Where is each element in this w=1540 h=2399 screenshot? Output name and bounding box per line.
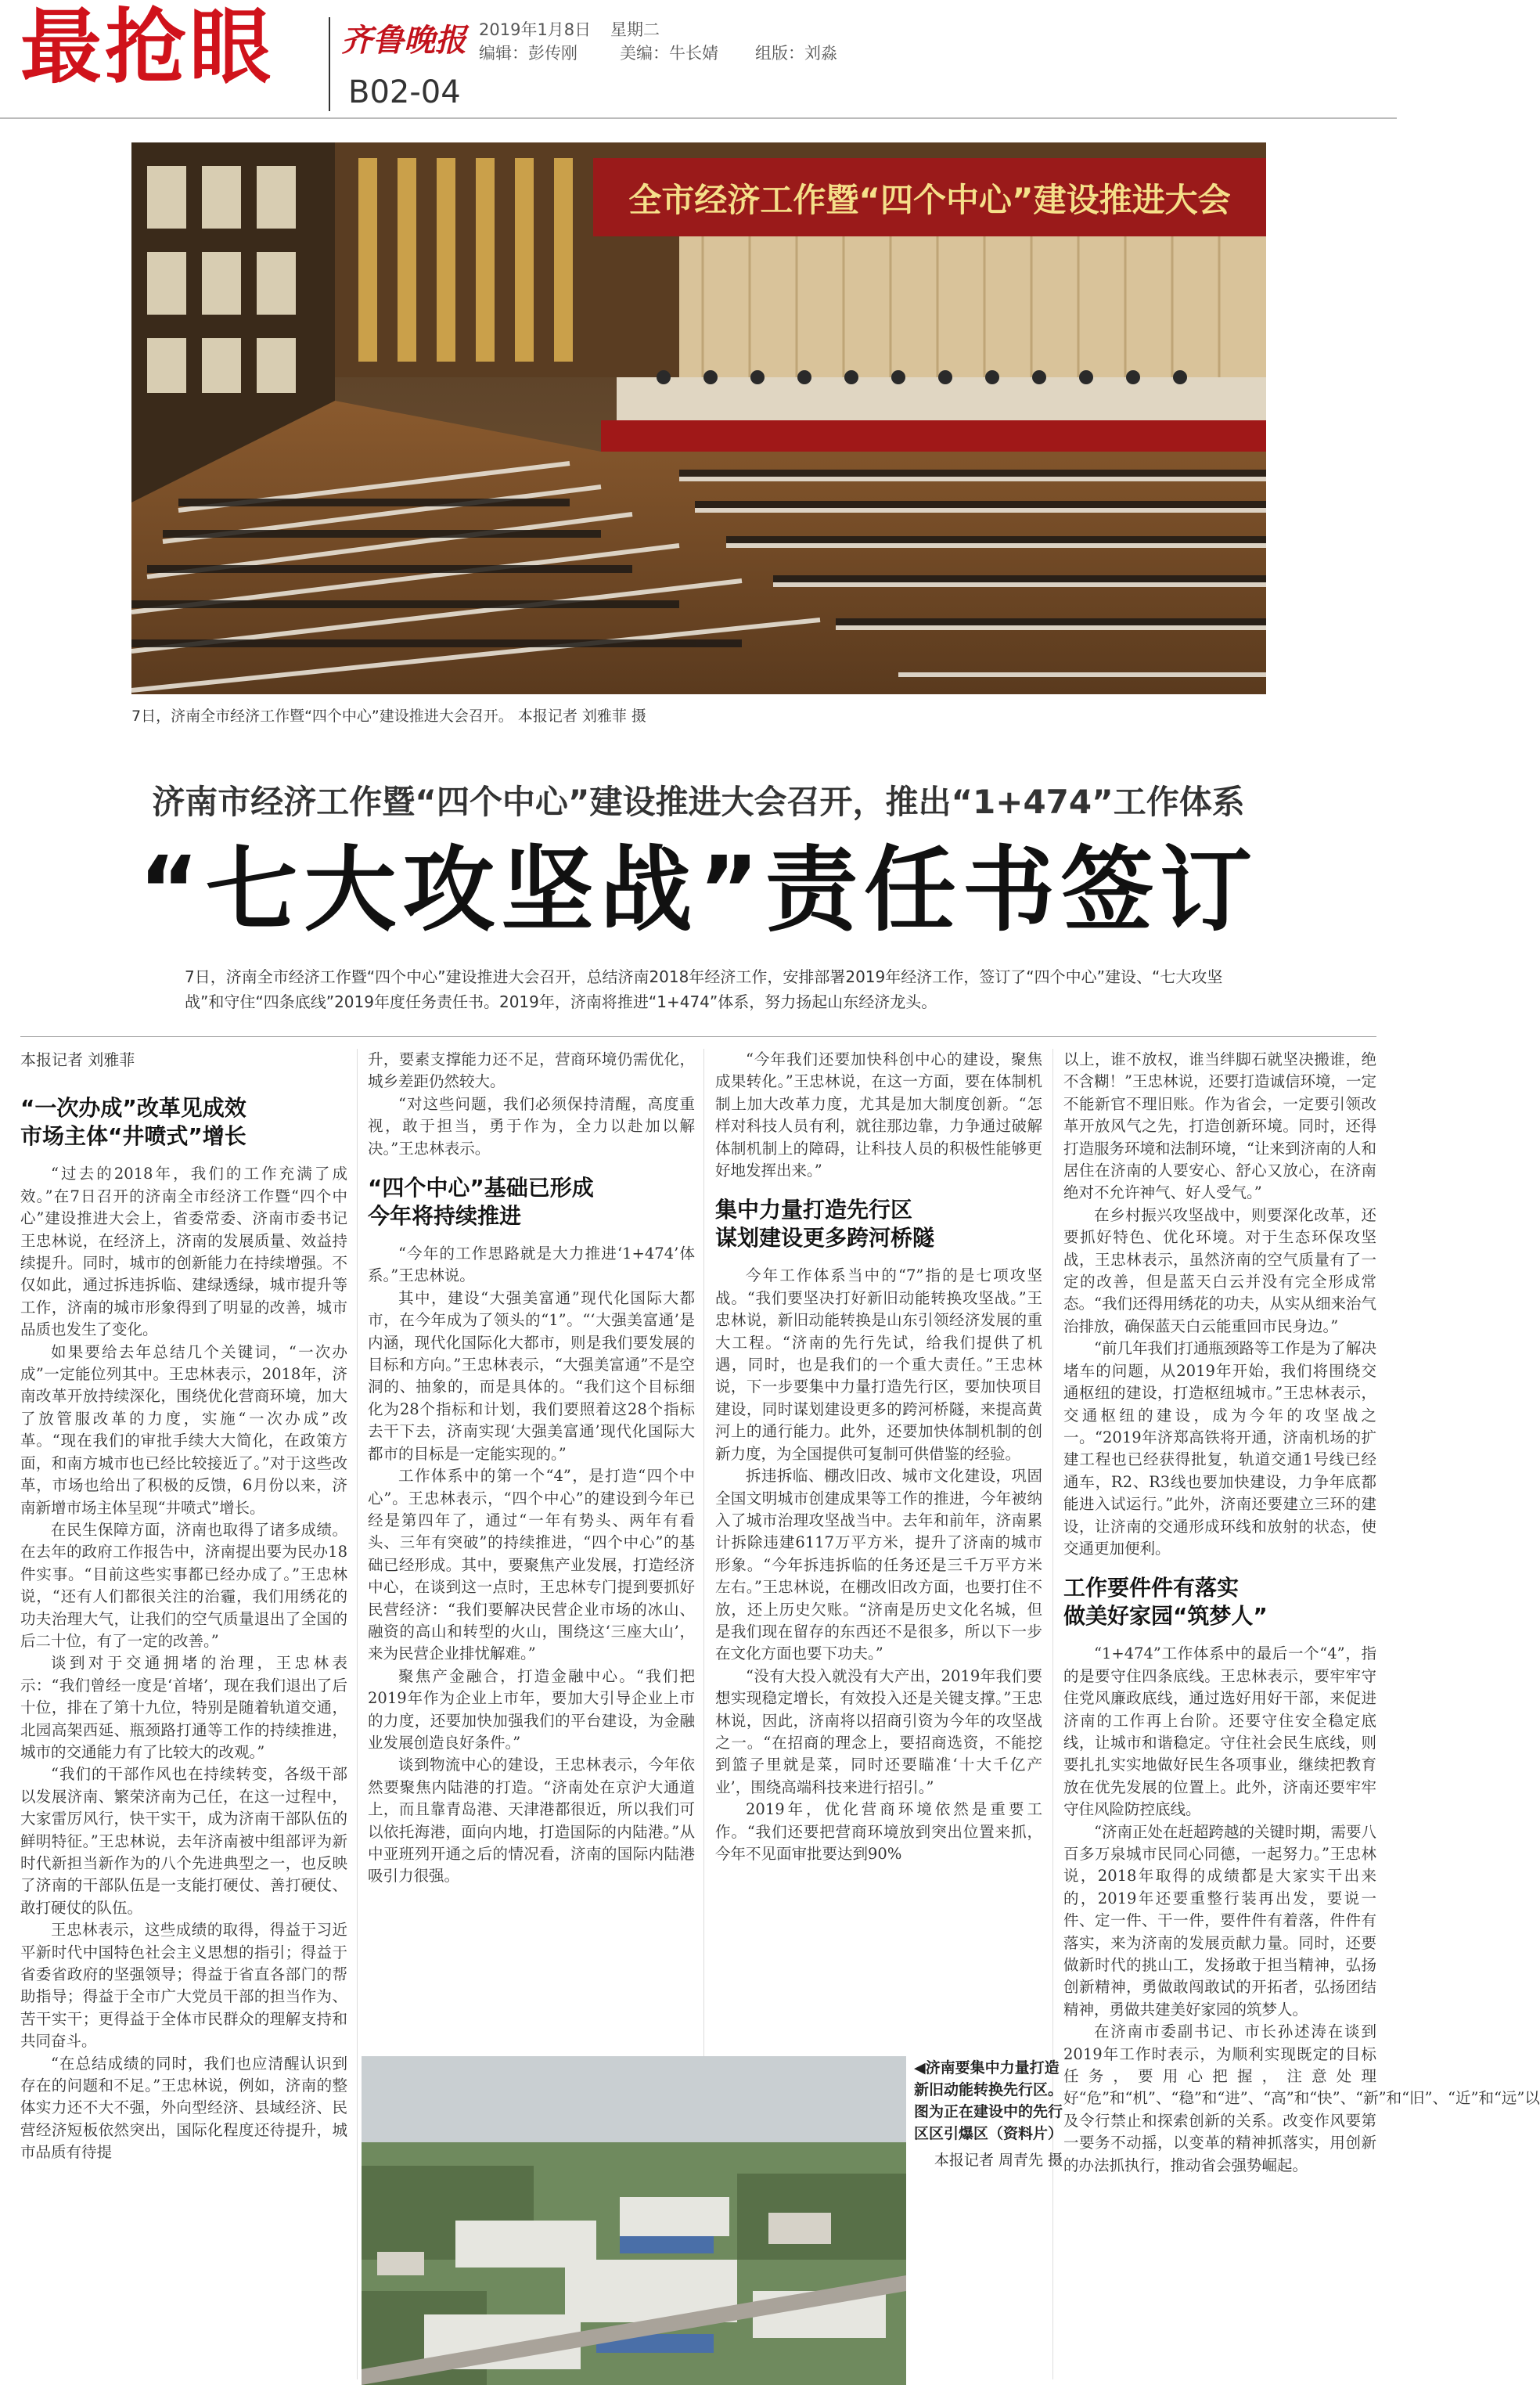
paragraph: “没有大投入就没有大产出，2019年我们要想实现稳定增长，有效投入还是关键支撑。”王忠林说，因此，济南将以招商引资为今年的攻坚战之一。“在招商的理念上，要招商选资，不能挖到篮子里就是菜，同时还要瞄准‘十大千亿产业’，围绕高端科技来进行招引。”: [715, 1666, 1042, 1796]
article-column-4: [1063, 1049, 1540, 2387]
paragraph: 聚焦产金融合，打造金融中心。“我们把2019年作为企业上市年，要加大引导企业上市的力度，还要加快加强我们的平台建设，为金融业发展创造良好条件。”: [368, 1666, 695, 1752]
conference-hall-illustration: [131, 142, 1266, 694]
issue-weekday: 星期二: [610, 20, 660, 39]
paragraph: 在乡村振兴攻坚战中，则要深化改革，还要抓好特色、优化环境。对于生态环保攻坚战，王忠林表示，虽然济南的空气质量有了一定的改善，但是蓝天白云并没有完全形成常态。“我们还得用绣花的功夫，从实从细来治气治排放，确保蓝天白云能重回市民身边。”: [1063, 1205, 1376, 1335]
article-subheadline: 济南市经济工作暨“四个中心”建设推进大会召开，推出“1+474”工作体系: [152, 783, 1245, 821]
paragraph: “我们的干部作风也在持续转变，各级干部以发展济南、繁荣济南为己任，在这一过程中，大家雷厉风行，快干实干，成为济南干部队伍的鲜明特征。”王忠林说，去年济南被中组部评为新时代新担当新作为的八个先进典型之一，也反映了济南的干部队伍是一支能打硬仗、善打硬仗、敢打硬仗的队伍。: [20, 1765, 347, 1917]
section-brand: 最抢眼: [20, 0, 275, 95]
paragraph: 谈到物流中心的建设，王忠林表示，今年依然要聚焦内陆港的打造。“济南处在京沪大通道上，而且靠青岛港、天津港都很近，所以我们可以依托海港，面向内地，打造国际的内陆港。”从中亚班列开通之后的情况看，济南的国际内陆港吸引力很强。: [368, 1756, 695, 1886]
paragraph: 2019年，优化营商环境依然是重要工作。“我们还要把营商环境放到突出位置来抓，今年不见面审批要达到90%: [715, 1800, 1042, 1863]
paragraph: “在总结成绩的同时，我们也应清醒认识到存在的问题和不足。”王忠林说，例如，济南的整体实力还不大不强，外向型经济、县域经济、民营经济短板依然突出，国际化程度还待提升，城市品质有待提: [20, 2054, 347, 2162]
section-heading: 集中力量打造先行区 谋划建设更多跨河桥隧: [715, 1197, 935, 1252]
masthead-rule: [0, 117, 1397, 119]
designer-credit: 美编：牛长婧: [620, 44, 718, 63]
paragraph: 其中，建设“大强美富通”现代化国际大都市，在今年成为了领头的“1”。“‘大强美富通’是内涵，现代化国际化大都市，则是我们要发展的目标和方向。”王忠林表示，“大强美富通”不是空洞的、抽象的，而是具体的。“我们这个目标细化为28个指标和计划，我们要照着这28个指标去干下去，济南实现‘大强美富通’现代化国际大都市的目标是一定能实现的。”: [368, 1288, 695, 1463]
section-heading: 工作要件件有落实 做美好家园“筑梦人”: [1063, 1575, 1268, 1630]
page-code: B02-04: [348, 74, 461, 110]
photo-caption: [914, 2057, 1063, 2171]
paragraph: 在济南市委副书记、市长孙述涛在谈到2019年工作时表示，为顺利实现既定的目标任务，要用心把握，注意处理好“危”和“机”、“稳”和“进”、“高”和“快”、“新”和“旧”、“近”和“远”以及令行禁止和探索创新的关系。改变作风要第一要务不动摇，以变革的精神抓落实，用创新的办法抓执行，推动省会强势崛起。: [1063, 2023, 1540, 2174]
paragraph: “今年我们还要加快科创中心的建设，聚焦成果转化。”王忠林说，在这一方面，要在体制机制上加大改革力度，尤其是加大制度创新。“怎样对科技人员有利，就往那边靠，力争通过破解体制机制上的障碍，让科技人员的积极性能够更好地发挥出来。”: [715, 1050, 1042, 1180]
paragraph: “今年的工作思路就是大力推进‘1+474’体系。”王忠林说。: [368, 1245, 695, 1285]
section-heading: “一次办成”改革见成效 市场主体“井喷式”增长: [20, 1095, 246, 1150]
banner-text: 全市经济工作暨“四个中心”建设推进大会: [628, 181, 1231, 219]
masthead-divider: [329, 17, 330, 111]
article-column-1: [20, 1049, 347, 2387]
article-lead: 7日，济南全市经济工作暨“四个中心”建设推进大会召开，总结济南2018年经济工作，安排部署2019年经济工作，签订了“四个中心”建设、“七大攻坚战”和守住“四条底线”2019年度任务责任书。2019年，济南将推进“1+474”体系，努力扬起山东经济龙头。: [185, 967, 1223, 1011]
section-heading: “四个中心”基础已形成 今年将持续推进: [368, 1175, 594, 1230]
column-divider: [357, 1049, 358, 2379]
article-headline: “七大攻坚战”责任书签订: [138, 836, 1259, 944]
paragraph: 工作体系中的第一个“4”，是打造“四个中心”。王忠林表示，“四个中心”的建设到今年已经是第四年了，通过“一年有势头、两年有看头、三年有突破”的持续推进，“四个中心”的基础已经形成。其中，要聚焦产业发展，打造经济中心，在谈到这一点时，王忠林专门提到要抓好民营经济：“我们要解决民营企业市场的冰山、融资的高山和转型的火山，围绕这‘三座大山’，来为民营企业排忧解难。”: [368, 1467, 695, 1663]
paragraph: 拆违拆临、棚改旧改、城市文化建设，巩固全国文明城市创建成果等工作的推进，今年被纳入了城市治理攻坚战当中。去年和前年，济南累计拆除违建6117万平方米，提升了济南的城市形象。“今年拆违拆临的任务还是三千万平方米左右。”王忠林说，在棚改旧改方面，也要打住不放，还上历史欠账。“济南是历史文化名城，但是我们现在留存的东西还不是很多，所以下一步在文化方面也要下功夫。”: [715, 1467, 1042, 1663]
lead-divider: [20, 1036, 1376, 1037]
paragraph: 升，要素支撑能力还不足，营商环境仍需优化，城乡差距仍然较大。: [368, 1050, 695, 1091]
paragraph: “1+474”工作体系中的最后一个“4”，指的是要守住四条底线。王忠林表示，要牢牢守住党风廉政底线，通过选好用好干部，来促进济南的工作再上台阶。还要守住安全稳定底线，让城市和谐稳定。守住社会民生底线，则要扎扎实实地做好民生各项事业，继续把教育放在优先发展的位置上。此外，济南还要牢牢守住风险防控底线。: [1063, 1644, 1376, 1819]
aerial-site-illustration: [362, 2056, 906, 2385]
construction-site-photo: [362, 2056, 906, 2385]
paragraph: 王忠林表示，这些成绩的取得，得益于习近平新时代中国特色社会主义思想的指引；得益于省委省政府的坚强领导；得益于省直各部门的帮助指导；得益于全市广大党员干部的担当作为、苦干实干；更得益于全体市民群众的理解支持和共同奋斗。: [20, 1921, 347, 2051]
article-column-3: [715, 1049, 1042, 2043]
paragraph: 谈到对于交通拥堵的治理，王忠林表示：“我们曾经一度是‘首堵’，现在我们退出了后十位，排在了第十九位，特别是随着轨道交通，北园高架西延、瓶颈路打通等工作的持续推进，城市的交通能力有了比较大的改观。”: [20, 1654, 347, 1761]
paragraph: 如果要给去年总结几个关键词，“一次办成”一定能位列其中。王忠林表示，2018年，济南改革开放持续深化，围绕优化营商环境，加大了放管服改革的力度，实施“一次办成”改革。“现在我们的审批手续大大简化，在政策方面，和南方城市也已经比较接近了。”对于这些改革，市场也给出了积极的反馈，6月份以来，济南新增市场主体呈现“井喷式”增长。: [20, 1342, 347, 1517]
issue-date: 2019年1月8日: [479, 20, 592, 39]
article-column-2: [368, 1049, 695, 2043]
paragraph: “济南正处在赶超跨越的关键时期，需要八百多万泉城市民同心同德，一起努力。”王忠林说，2018年取得的成绩都是大家实干出来的，2019年还要重整行装再出发，要说一件、定一件、干一件，要件件有着落，件件有落实，来为济南的发展贡献力量。同时，还要做新时代的挑山工，发扬敢于担当精神，弘扬创新精神，勇做敢闯敢试的开拓者，弘扬团结精神，勇做共建美好家园的筑梦人。: [1063, 1822, 1376, 2019]
paragraph: 以上，谁不放权，谁当绊脚石就坚决搬谁，绝不含糊！”王忠林说，还要打造诚信环境，一定不能新官不理旧账。作为省会，一定要引领改革开放风气之先，打造创新环境。同时，还得打造服务环境和法制环境，“让来到济南的人和居住在济南的人要安心、舒心又放心，在济南绝对不允许神气、好人受气。”: [1063, 1050, 1376, 1202]
paragraph: “前几年我们打通瓶颈路等工作是为了解决堵车的问题，从2019年开始，我们将围绕交通枢纽的建设，打造枢纽城市。”王忠林表示，交通枢纽的建设，成为今年的攻坚战之一。“2019年济郑高铁将开通，济南机场的扩建工程也已经获得批复，轨道交通1号线已经通车，R2、R3线也要加快建设，力争年底都能进入试运行。”此外，济南还要建立三环的建设，让济南的交通形成环线和放射的状态，使交通更加便利。: [1063, 1339, 1376, 1558]
paragraph: “对这些问题，我们必须保持清醒，高度重视，敢于担当，勇于作为，全力以赴加以解决。”王忠林表示。: [368, 1094, 695, 1158]
photo-credit: 本报记者 周青先 摄: [934, 2152, 1063, 2169]
editor-credit: 编辑：彭传刚: [479, 44, 578, 63]
paragraph: 在民生保障方面，济南也取得了诸多成绩。在去年的政府工作报告中，济南提出要为民办18件实事。“目前这些实事都已经办成了。”王忠林说，“还有人们都很关注的治霾，我们用绣花的功夫治理大气，让我们的空气质量退出了全国的后二十位，有了一定的改善。”: [20, 1520, 347, 1650]
paragraph: “过去的2018年，我们的工作充满了成效。”在7日召开的济南全市经济工作暨“四个中心”建设推进大会上，省委常委、济南市委书记王忠林说，在经济上，济南的发展质量、效益持续提升。同时，城市的创新能力在持续增强。不仅如此，通过拆违拆临、建绿透绿，城市提升等工作，济南的城市形象得到了明显的改善，城市品质也发生了变化。: [20, 1165, 347, 1339]
byline: 本报记者 刘雅菲: [20, 1050, 135, 1069]
caption-text: ◀济南要集中力量打造新旧动能转换先行区。图为正在建设中的先行区区引爆区（资料片）: [914, 2059, 1063, 2142]
column-divider: [1052, 1049, 1053, 2379]
newspaper-logo: 齐鲁晚报: [341, 22, 466, 59]
proof-credit: 组版：刘淼: [755, 44, 837, 63]
conference-photo: [131, 142, 1266, 694]
photo-caption: 7日，济南全市经济工作暨“四个中心”建设推进大会召开。 本报记者 刘雅菲 摄: [131, 708, 646, 725]
paragraph: 今年工作体系当中的“7”指的是七项攻坚战。“我们要坚决打好新旧动能转换攻坚战。”王忠林说，新旧动能转换是山东引领经济发展的重大工程。“济南的先行先试，给我们提供了机遇，同时，也是我们的一个重大责任。”王忠林说，下一步要集中力量打造先行区，要加快项目建设，同时谋划建设更多的跨河桥隧，来提高黄河上的通行能力。此外，还要加快体制机制的创新力度，为全国提供可复制可供借鉴的经验。: [715, 1266, 1042, 1463]
